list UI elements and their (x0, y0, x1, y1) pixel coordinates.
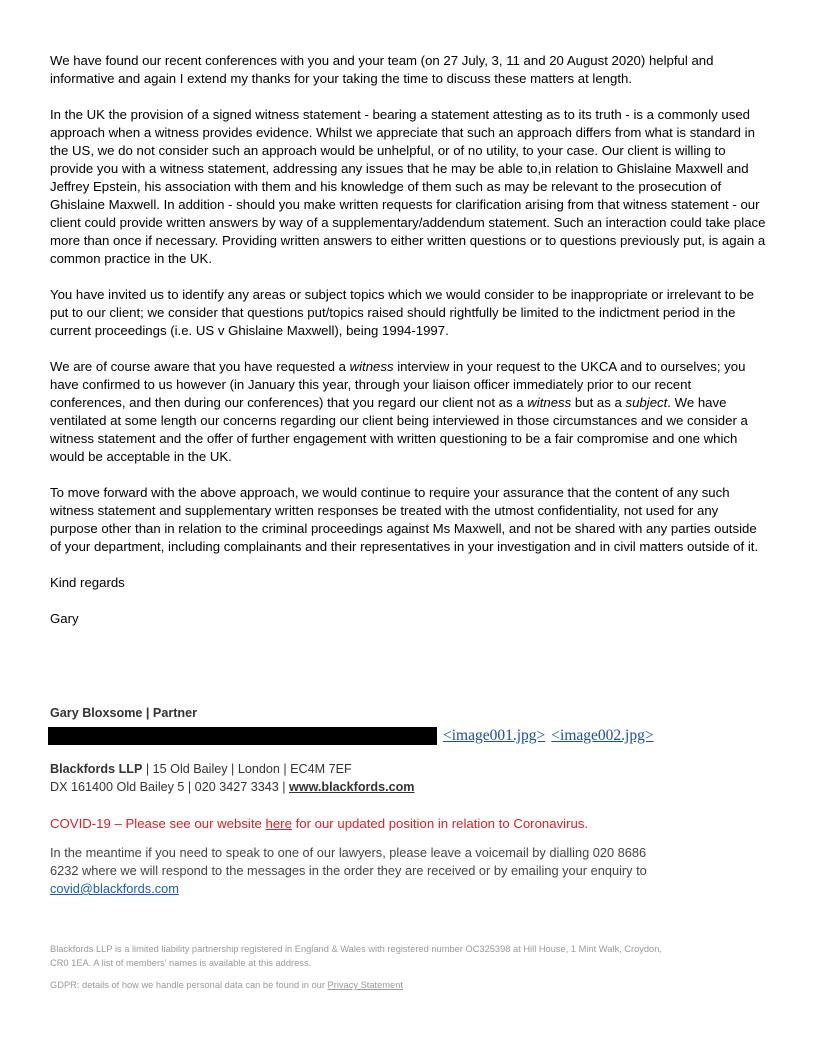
dx-phone: DX 161400 Old Bailey 5 | 020 3427 3343 | (50, 780, 289, 794)
paragraph-witness-statement: In the UK the provision of a signed witness statement - bearing a statement attesting as to its truth - is a commonly used approach when a witness provides evidence. Whilst we appreciate that such an approach differs from what is standard in the US, we do not consider such an approach would be unhelpful, or of no utility, to your case. Our client is willing to provide you with a witness statement, addressing any issues that he may be able to,in relation to Ghislaine Maxwell and Jeffrey Epstein, his association with them and his knowledge of them such as may be relevant to the prosecution of Ghislaine Maxwell. In addition - should you make written requests for clarification arising from that witness statement - our client could provide written answers by way of a supplementary/addendum statement. Such an interaction could take place more than once if necessary. Providing written answers to either written questions or to questions previously put, is again a common practice in the UK. (50, 107, 766, 266)
paragraph-conferences: We have found our recent conferences with you and your team (on 27 July, 3, 11 and 20 August 2020) helpful and informative and again I extend my thanks for your taking the time to discuss these matters at length. (50, 53, 714, 86)
closing-regards: Kind regards (50, 575, 125, 590)
image002-link[interactable]: <image002.jpg> (551, 727, 654, 744)
covid-notice (50, 816, 588, 831)
redaction-bar (48, 727, 437, 745)
firm-contact-line (50, 778, 415, 796)
letter-body (50, 52, 766, 646)
p4-italic-witness-2: witness (527, 395, 572, 410)
privacy-statement-link[interactable]: Privacy Statement (327, 980, 403, 990)
firm-address-block (50, 760, 415, 796)
signature-image-row (48, 727, 654, 745)
covid-here-link[interactable]: here (265, 816, 292, 831)
p4-text-c: interview in your request to the UKCA and to ourselves; you have confirmed to us however (in January this year, through your liaison officer immediately prior to our recent conferences, and then during our conferences) that you regard our client not as a (50, 359, 746, 410)
covid-text-after: for our updated position in relation to Coronavirus. (291, 816, 589, 831)
p4-italic-witness-1: witness (349, 359, 394, 374)
paragraph-confidentiality: To move forward with the above approach, we would continue to require your assurance that the content of any such witness statement and supplementary written responses be treated with the utmost confidentiality, not used for any purpose other than in relation to the criminal proceedings against Ms Maxwell, and not be shared with any parties outside of your department, including complainants and their representatives in your investigation and in civil matters outside of it. (50, 485, 759, 554)
p4-text-a: We are of course aware that you have requested a (50, 359, 350, 374)
website-link[interactable]: www.blackfords.com (289, 780, 415, 794)
voicemail-text: In the meantime if you need to speak to one of our lawyers, please leave a voicemail by dialling 020 8686 6232 where we will respond to the messages in the order they are received or by emailing your enquiry to (50, 845, 647, 878)
p4-text-g: . We have ventilated at some length our concerns regarding our client being interviewed in those circumstances and we consider a witness statement and the offer of further engagement with written questioning to be a fair compromise and one which would be acceptable in the UK. (50, 395, 748, 464)
firm-name: Blackfords LLP (50, 762, 143, 776)
covid-email-link[interactable]: covid@blackfords.com (50, 881, 179, 896)
signature-name-title: Gary Bloxsome | Partner (50, 706, 198, 720)
p4-italic-subject: subject (625, 395, 668, 410)
paragraph-witness-interview (50, 358, 766, 466)
voicemail-notice (50, 844, 660, 898)
firm-street-address: | 15 Old Bailey | London | EC4M 7EF (142, 762, 352, 776)
covid-text-before: COVID-19 – Please see our website (50, 816, 266, 831)
image001-link[interactable]: <image001.jpg> (443, 727, 546, 744)
paragraph-subject-topics: You have invited us to identify any areas or subject topics which we would consider to be inappropriate or irrelevant to be put to our client; we consider that questions put/topics raised should rightfully be limited to the indictment period in the current proceedings (i.e. US v Ghislaine Maxwell), being 1994-1997. (50, 287, 754, 338)
sender-name: Gary (50, 611, 79, 626)
gdpr-notice (50, 980, 403, 990)
firm-address-line (50, 760, 415, 778)
p4-text-e: but as a (571, 395, 626, 410)
legal-disclaimer: Blackfords LLP is a limited liability partnership registered in England & Wales with registered number OC325398 at Hill House, 1 Mint Walk, Croydon, CR0 1EA. A list of members' names is available at this address. (50, 944, 662, 968)
gdpr-text: GDPR: details of how we handle personal data can be found in our (50, 980, 328, 990)
